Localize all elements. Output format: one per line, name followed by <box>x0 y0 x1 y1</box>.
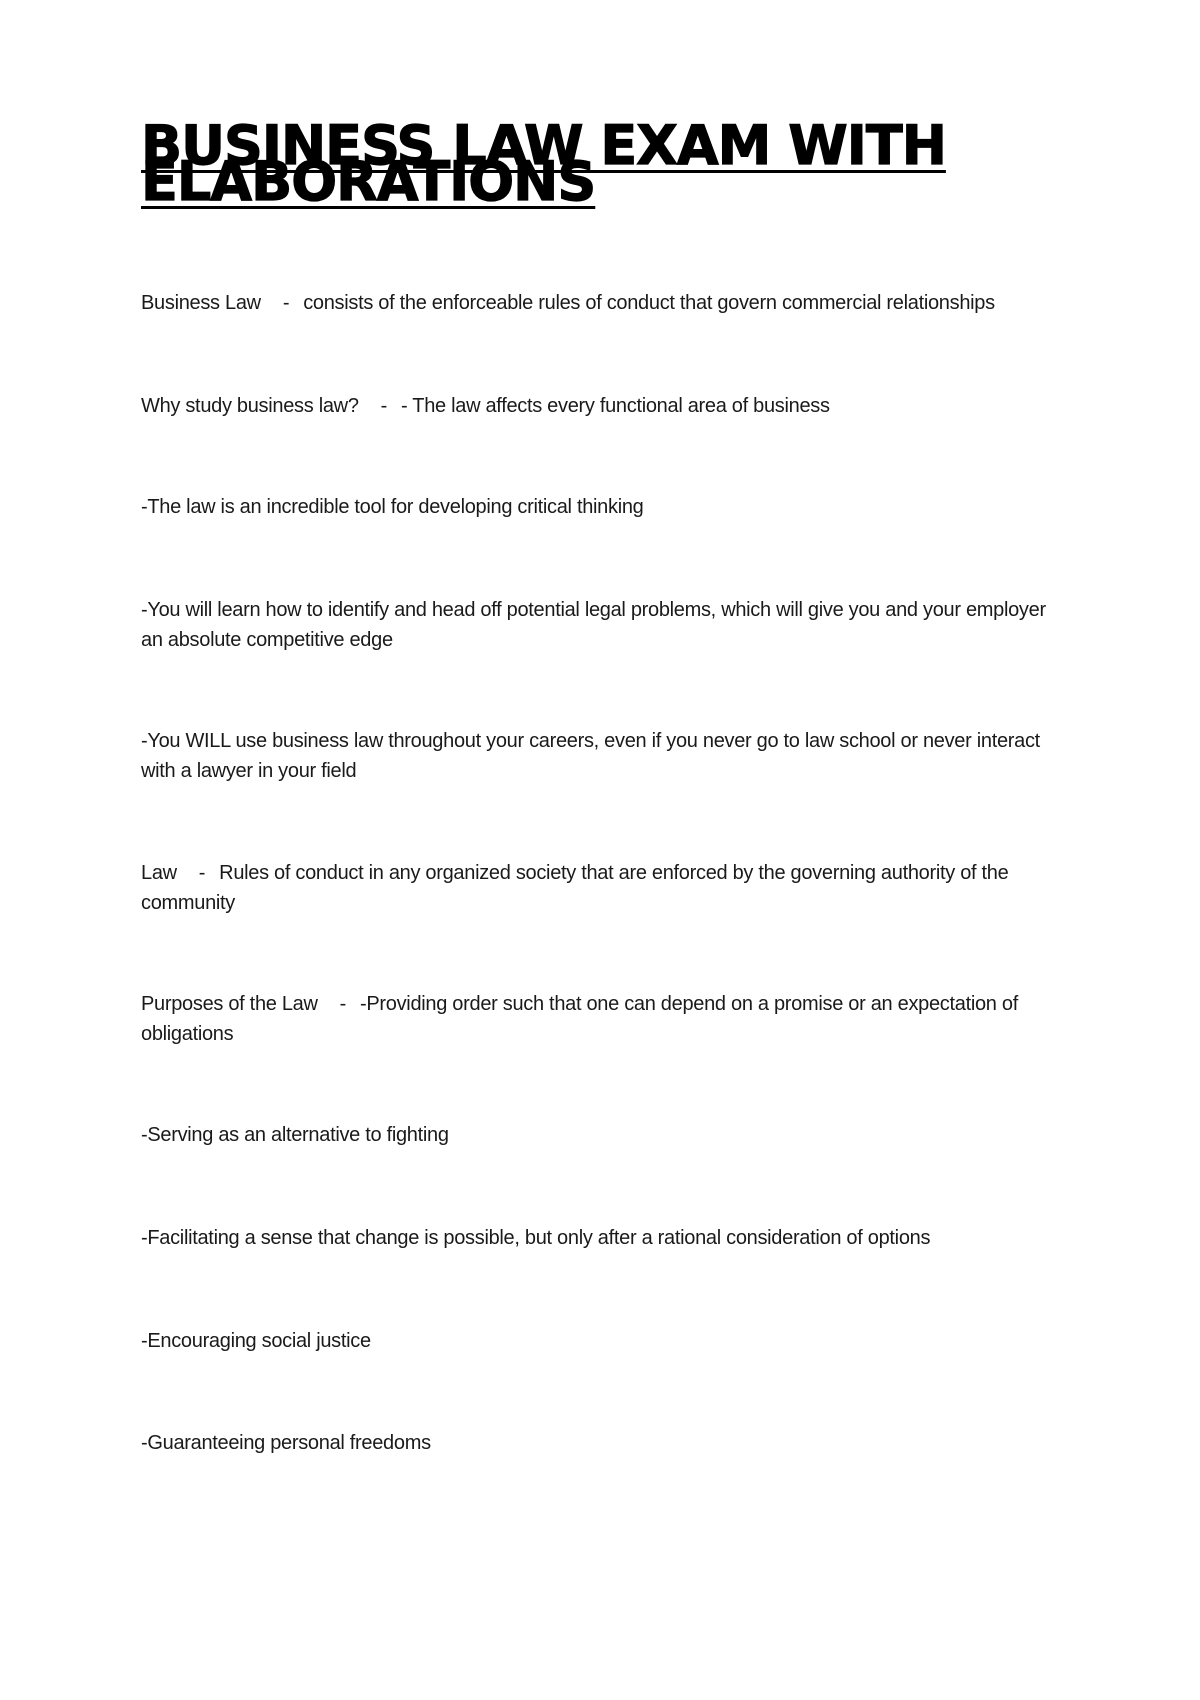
entry-term: Why study business law? <box>141 395 359 417</box>
entry-definition: -Encouraging social justice <box>141 1330 371 1352</box>
entry-separator: - <box>282 292 290 314</box>
entry-legal-problems <box>141 595 1061 655</box>
entry-why-study <box>141 391 1061 421</box>
entry-purposes <box>141 989 1061 1049</box>
entry-definition: -Providing order such that one can depend on a promise or an expectation of obligations <box>141 993 1018 1045</box>
entry-separator: - <box>339 993 347 1015</box>
entry-definition: -You WILL use business law throughout your careers, even if you never go to law school or never interact with a lawyer in your field <box>141 730 1040 782</box>
document-title: BUSINESS LAW EXAM WITH ELABORATIONS <box>141 114 946 213</box>
entry-freedoms <box>141 1428 1061 1458</box>
entry-term: Law <box>141 862 177 884</box>
entry-definition: -Facilitating a sense that change is possible, but only after a rational consideration of options <box>141 1227 931 1249</box>
entry-term: Purposes of the Law <box>141 993 318 1015</box>
entry-separator: - <box>198 862 206 884</box>
entry-careers <box>141 726 1061 786</box>
entry-definition: Rules of conduct in any organized society that are enforced by the governing authority of the community <box>141 862 1009 914</box>
entry-definition: - The law affects every functional area of business <box>401 395 830 417</box>
entry-fighting <box>141 1120 1061 1150</box>
entry-change <box>141 1223 1061 1253</box>
entry-separator: - <box>380 395 388 417</box>
entry-definition: -You will learn how to identify and head off potential legal problems, which will give you and your employer an absolute competitive edge <box>141 599 1046 651</box>
entry-law <box>141 858 1061 918</box>
entry-definition: -Serving as an alternative to fighting <box>141 1124 449 1146</box>
entry-definition: -The law is an incredible tool for developing critical thinking <box>141 496 644 518</box>
entry-critical-thinking <box>141 492 1061 522</box>
entry-definition: -Guaranteeing personal freedoms <box>141 1432 431 1454</box>
entry-social-justice <box>141 1326 1061 1356</box>
entry-term: Business Law <box>141 292 261 314</box>
entry-definition: consists of the enforceable rules of conduct that govern commercial relationships <box>303 292 995 314</box>
entry-business-law <box>141 288 1061 318</box>
